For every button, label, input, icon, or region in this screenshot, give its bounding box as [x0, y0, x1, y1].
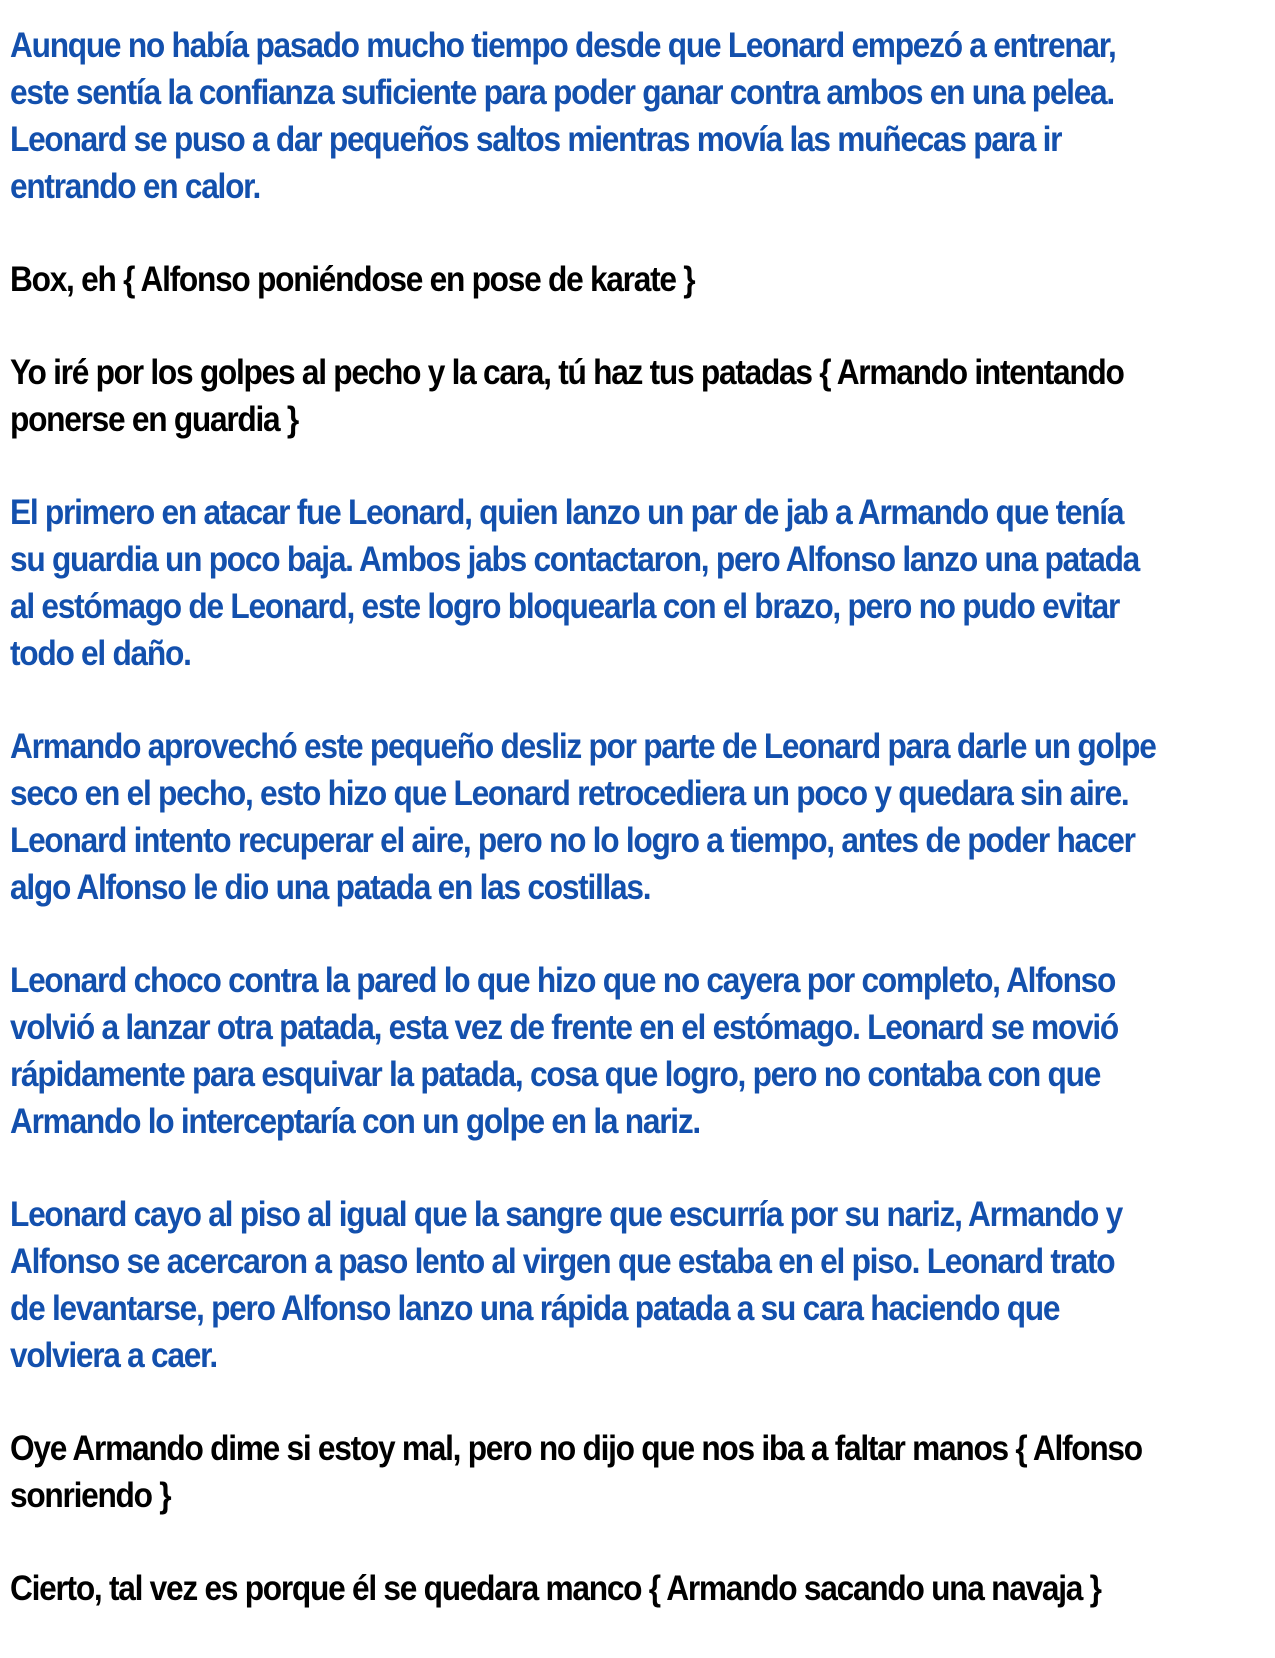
text-line: sonriendo }: [10, 1476, 171, 1515]
text-line: Leonard se puso a dar pequeños saltos mientras movía las muñecas para ir: [10, 120, 1062, 159]
text-line: El primero en atacar fue Leonard, quien lanzo un par de jab a Armando que tenía: [10, 493, 1124, 532]
narration-paragraph: [10, 723, 1259, 911]
narration-paragraph: [10, 1191, 1259, 1379]
text-line: seco en el pecho, esto hizo que Leonard retrocediera un poco y quedara sin aire.: [10, 774, 1129, 813]
text-line: Oye Armando dime si estoy mal, pero no dijo que nos iba a faltar manos { Alfonso: [10, 1429, 1142, 1468]
text-line: al estómago de Leonard, este logro bloquearla con el brazo, pero no pudo evitar: [10, 587, 1120, 626]
text-line: ponerse en guardia }: [10, 400, 298, 439]
text-line: Armando aprovechó este pequeño desliz por parte de Leonard para darle un golpe: [10, 727, 1156, 766]
narration-paragraph: [10, 489, 1259, 677]
text-line: Cierto, tal vez es porque él se quedara manco { Armando sacando una navaja }: [10, 1569, 1101, 1608]
text-line: volviera a caer.: [10, 1336, 217, 1375]
text-line: su guardia un poco baja. Ambos jabs contactaron, pero Alfonso lanzo una patada: [10, 540, 1140, 579]
text-line: volvió a lanzar otra patada, esta vez de frente en el estómago. Leonard se movió: [10, 1008, 1118, 1047]
text-line: Leonard cayo al piso al igual que la sangre que escurría por su nariz, Armando y: [10, 1195, 1123, 1234]
narration-paragraph: [10, 957, 1259, 1145]
dialogue-paragraph: [10, 1425, 1259, 1519]
text-line: Leonard intento recuperar el aire, pero no lo logro a tiempo, antes de poder hacer: [10, 821, 1135, 860]
text-line: todo el daño.: [10, 634, 191, 673]
text-line: algo Alfonso le dio una patada en las costillas.: [10, 868, 651, 907]
text-line: este sentía la confianza suficiente para poder ganar contra ambos en una pelea.: [10, 73, 1114, 112]
text-line: rápidamente para esquivar la patada, cosa que logro, pero no contaba con que: [10, 1055, 1101, 1094]
text-line: de levantarse, pero Alfonso lanzo una rápida patada a su cara haciendo que: [10, 1289, 1060, 1328]
text-line: Armando lo interceptaría con un golpe en la nariz.: [10, 1102, 700, 1141]
narration-paragraph: [10, 22, 1259, 210]
dialogue-paragraph: [10, 1565, 1259, 1612]
text-line: Aunque no había pasado mucho tiempo desde que Leonard empezó a entrenar,: [10, 26, 1116, 65]
text-line: Box, eh { Alfonso poniéndose en pose de karate }: [10, 260, 695, 299]
dialogue-paragraph: [10, 256, 1259, 303]
dialogue-paragraph: [10, 349, 1259, 443]
text-line: Yo iré por los golpes al pecho y la cara, tú haz tus patadas { Armando intentando: [10, 353, 1124, 392]
text-line: entrando en calor.: [10, 167, 261, 206]
text-line: Leonard choco contra la pared lo que hizo que no cayera por completo, Alfonso: [10, 961, 1116, 1000]
text-line: Alfonso se acercaron a paso lento al virgen que estaba en el piso. Leonard trato: [10, 1242, 1115, 1281]
story-page: [10, 22, 1265, 1658]
